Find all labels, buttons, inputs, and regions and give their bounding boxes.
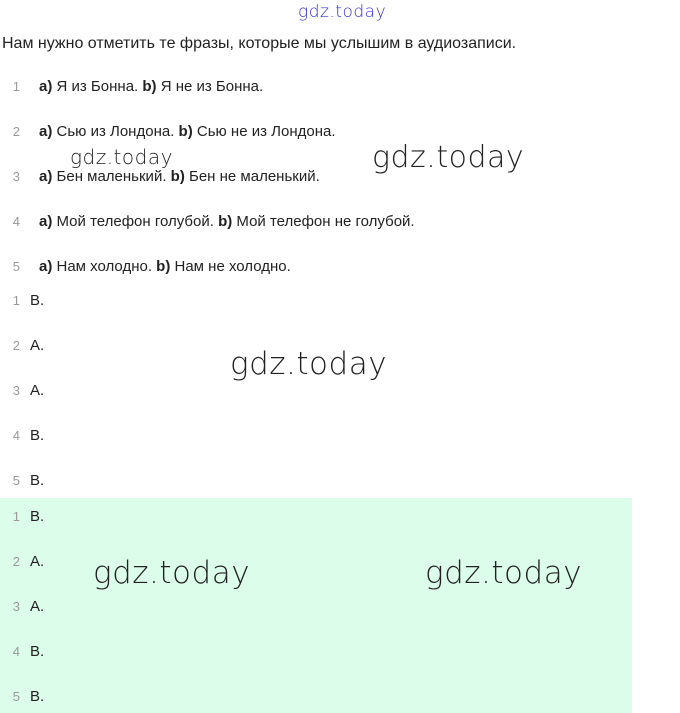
answer-value: B. [30,687,45,705]
option-a-label: a) [39,122,53,140]
option-a-text: Сью из Лондона. [52,122,179,140]
item-number: 5 [12,258,20,274]
answer-value: B. [30,291,45,309]
item-number: 3 [12,168,20,184]
item-number: 2 [12,553,20,569]
option-b-text: Бен не маленький. [184,167,320,185]
answer-item [0,290,44,310]
question-item [0,256,291,276]
answer-value: B. [30,426,45,444]
option-b-label: b) [170,167,185,185]
question-item [0,166,320,186]
answer-value: B. [30,642,45,660]
answer-item [0,686,44,706]
option-b-text: Нам не холодно. [170,257,291,275]
watermark: gdz.today [93,555,251,591]
answer-value: A. [30,336,45,354]
item-number: 2 [12,123,20,139]
answer-item [0,551,44,571]
option-b-label: b) [156,257,171,275]
answer-item [0,425,44,445]
option-b-label: b) [178,122,193,140]
watermark: gdz.today [372,140,525,175]
item-number: 4 [12,213,20,229]
option-a-label: a) [39,257,53,275]
answer-value: A. [30,552,45,570]
option-b-text: Я не из Бонна. [156,77,264,95]
task-intro: Нам нужно отметить те фразы, которые мы услышим в аудиозаписи. [2,35,517,52]
answer-highlight-box [0,498,632,713]
answer-value: B. [30,507,45,525]
option-b-text: Мой телефон не голубой. [232,212,415,230]
answer-item [0,596,44,616]
answer-value: A. [30,597,45,615]
option-a-text: Мой телефон голубой. [52,212,219,230]
option-b-text: Сью не из Лондона. [192,122,336,140]
item-number: 5 [12,688,20,704]
option-a-text: Я из Бонна. [52,77,143,95]
option-b-label: b) [218,212,233,230]
item-number: 3 [12,382,20,398]
item-number: 1 [12,508,20,524]
item-number: 3 [12,598,20,614]
watermark: gdz.today [425,555,583,591]
item-number: 1 [12,292,20,308]
watermark: gdz.today [70,145,173,169]
option-a-text: Бен маленький. [52,167,171,185]
item-number: 5 [12,472,20,488]
answer-item [0,470,44,490]
question-item [0,76,263,96]
question-item [0,211,415,231]
answer-item [0,335,44,355]
item-number: 4 [12,643,20,659]
item-number: 2 [12,337,20,353]
option-a-label: a) [39,212,53,230]
option-a-label: a) [39,167,53,185]
answer-value: B. [30,471,45,489]
answer-item [0,506,44,526]
option-a-label: a) [39,77,53,95]
item-number: 4 [12,427,20,443]
option-b-label: b) [142,77,157,95]
question-item [0,121,336,141]
item-number: 1 [12,78,20,94]
answer-item [0,641,44,661]
option-a-text: Нам холодно. [52,257,157,275]
answer-item [0,380,44,400]
watermark: gdz.today [230,346,388,382]
answer-value: A. [30,381,45,399]
watermark-top: gdz.today [298,2,387,22]
